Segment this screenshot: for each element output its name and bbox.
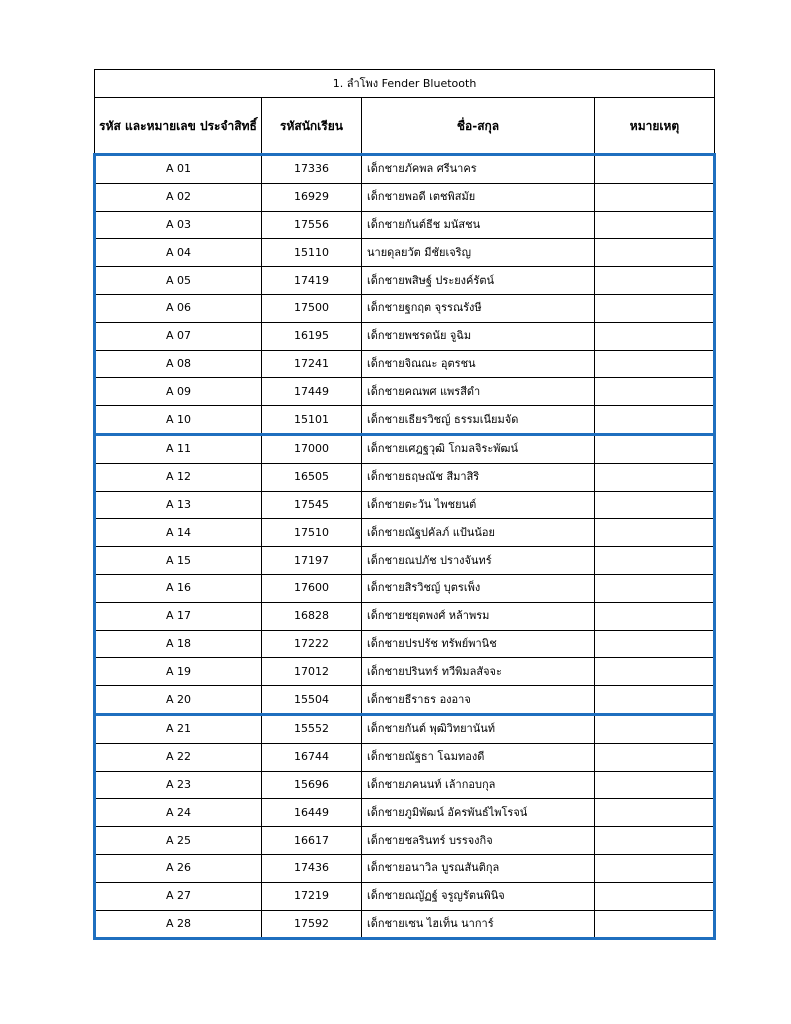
- row-note: [595, 519, 715, 547]
- row-student-id: 17241: [262, 350, 362, 378]
- header-student-id: รหัสนักเรียน: [262, 98, 362, 155]
- row-note: [595, 491, 715, 519]
- table-row: [95, 658, 715, 686]
- row-name: เด็กชายกันต์ พุฒิวิทยานันท์: [362, 714, 595, 743]
- row-note: [595, 155, 715, 184]
- row-note: [595, 211, 715, 239]
- table-row: [95, 743, 715, 771]
- row-code: A 08: [95, 350, 262, 378]
- row-name: เด็กชายภัคพล ศรีนาคร: [362, 155, 595, 184]
- table-row: [95, 267, 715, 295]
- allocation-table: [93, 69, 716, 940]
- row-student-id: 17336: [262, 155, 362, 184]
- table-row: [95, 211, 715, 239]
- row-note: [595, 910, 715, 939]
- row-name: เด็กชายเธียรวิชญ์ ธรรมเนียมจัด: [362, 406, 595, 435]
- row-name: เด็กชายภูมิพัฒน์ อัครพันธ์ไพโรจน์: [362, 799, 595, 827]
- table-row: [95, 854, 715, 882]
- row-note: [595, 799, 715, 827]
- row-note: [595, 574, 715, 602]
- row-code: A 09: [95, 378, 262, 406]
- row-student-id: 17545: [262, 491, 362, 519]
- row-name: เด็กชายกันต์ธีช มนัสชน: [362, 211, 595, 239]
- row-student-id: 17219: [262, 882, 362, 910]
- table-body: [95, 155, 715, 939]
- row-student-id: 15504: [262, 686, 362, 715]
- row-student-id: 15696: [262, 771, 362, 799]
- table-row: [95, 491, 715, 519]
- row-note: [595, 771, 715, 799]
- row-note: [595, 434, 715, 463]
- row-student-id: 17436: [262, 854, 362, 882]
- table-row: [95, 602, 715, 630]
- row-note: [595, 350, 715, 378]
- row-note: [595, 602, 715, 630]
- row-name: เด็กชายสิรวิชญ์ บุตรเพ็ง: [362, 574, 595, 602]
- table-row: [95, 771, 715, 799]
- row-name: เด็กชายธีราธร องอาจ: [362, 686, 595, 715]
- row-name: เด็กชายชลรินทร์ บรรจงกิจ: [362, 827, 595, 855]
- table-row: [95, 434, 715, 463]
- row-code: A 20: [95, 686, 262, 715]
- header-note: หมายเหตุ: [595, 98, 715, 155]
- row-name: นายดุลยวัต มีชัยเจริญ: [362, 239, 595, 267]
- row-note: [595, 743, 715, 771]
- row-note: [595, 827, 715, 855]
- row-code: A 11: [95, 434, 262, 463]
- row-note: [595, 183, 715, 211]
- row-name: เด็กชายปรปรัช ทรัพย์พานิช: [362, 630, 595, 658]
- row-student-id: 15110: [262, 239, 362, 267]
- row-student-id: 16505: [262, 463, 362, 491]
- table-row: [95, 239, 715, 267]
- table-row: [95, 322, 715, 350]
- row-student-id: 17197: [262, 547, 362, 575]
- row-student-id: 16828: [262, 602, 362, 630]
- row-student-id: 17592: [262, 910, 362, 939]
- row-name: เด็กชายพชรดนัย จูฉิม: [362, 322, 595, 350]
- table-row: [95, 799, 715, 827]
- row-code: A 02: [95, 183, 262, 211]
- row-code: A 03: [95, 211, 262, 239]
- row-code: A 21: [95, 714, 262, 743]
- row-note: [595, 658, 715, 686]
- row-note: [595, 267, 715, 295]
- row-student-id: 16449: [262, 799, 362, 827]
- header-name: ชื่อ-สกุล: [362, 98, 595, 155]
- table-row: [95, 463, 715, 491]
- row-student-id: 17222: [262, 630, 362, 658]
- row-code: A 24: [95, 799, 262, 827]
- row-code: A 04: [95, 239, 262, 267]
- row-student-id: 15101: [262, 406, 362, 435]
- row-name: เด็กชายฐกฤต จุรรณรังษี: [362, 294, 595, 322]
- row-student-id: 17600: [262, 574, 362, 602]
- table-row: [95, 294, 715, 322]
- row-note: [595, 547, 715, 575]
- row-code: A 22: [95, 743, 262, 771]
- table-row: [95, 574, 715, 602]
- row-code: A 06: [95, 294, 262, 322]
- table-row: [95, 183, 715, 211]
- table-row: [95, 714, 715, 743]
- row-code: A 27: [95, 882, 262, 910]
- table-row: [95, 547, 715, 575]
- row-note: [595, 239, 715, 267]
- row-student-id: 17556: [262, 211, 362, 239]
- row-code: A 23: [95, 771, 262, 799]
- row-note: [595, 854, 715, 882]
- row-student-id: 16929: [262, 183, 362, 211]
- row-student-id: 17000: [262, 434, 362, 463]
- row-student-id: 17500: [262, 294, 362, 322]
- row-code: A 28: [95, 910, 262, 939]
- row-name: เด็กชายพอดี เตชพิสมัย: [362, 183, 595, 211]
- row-student-id: 17012: [262, 658, 362, 686]
- row-name: เด็กชายปรินทร์ ทวีพิมลสัจจะ: [362, 658, 595, 686]
- row-student-id: 16617: [262, 827, 362, 855]
- header-code: รหัส และหมายเลข ประจำสิทธิ์: [95, 98, 262, 155]
- row-name: เด็กชายณญัฏฐ์ จรูญรัตนพินิจ: [362, 882, 595, 910]
- table-row: [95, 350, 715, 378]
- row-code: A 12: [95, 463, 262, 491]
- table-row: [95, 910, 715, 939]
- table-row: [95, 519, 715, 547]
- row-student-id: 16744: [262, 743, 362, 771]
- row-code: A 07: [95, 322, 262, 350]
- table-row: [95, 630, 715, 658]
- row-code: A 15: [95, 547, 262, 575]
- row-name: เด็กชายตะวัน ไพชยนต์: [362, 491, 595, 519]
- row-name: เด็กชายธฤษณัช สีมาสิริ: [362, 463, 595, 491]
- row-student-id: 16195: [262, 322, 362, 350]
- table-title: 1. ลำโพง Fender Bluetooth: [95, 70, 715, 98]
- row-note: [595, 630, 715, 658]
- row-name: เด็กชายจิณณะ อุตรชน: [362, 350, 595, 378]
- row-code: A 13: [95, 491, 262, 519]
- row-note: [595, 463, 715, 491]
- row-name: เด็กชายณปภัช ปรางจันทร์: [362, 547, 595, 575]
- table-row: [95, 686, 715, 715]
- row-code: A 25: [95, 827, 262, 855]
- row-code: A 01: [95, 155, 262, 184]
- table-row: [95, 882, 715, 910]
- row-code: A 19: [95, 658, 262, 686]
- row-name: เด็กชายชยุตพงศ์ หล้าพรม: [362, 602, 595, 630]
- row-name: เด็กชายคณพศ แพรสีดำ: [362, 378, 595, 406]
- row-note: [595, 882, 715, 910]
- row-name: เด็กชายณัฐธา โฉมทองดี: [362, 743, 595, 771]
- row-note: [595, 686, 715, 715]
- table-row: [95, 378, 715, 406]
- table-row: [95, 406, 715, 435]
- row-student-id: 17449: [262, 378, 362, 406]
- row-name: เด็กชายเซน ไฮเท็น นาการ์: [362, 910, 595, 939]
- row-note: [595, 406, 715, 435]
- row-code: A 18: [95, 630, 262, 658]
- table-row: [95, 827, 715, 855]
- row-code: A 16: [95, 574, 262, 602]
- row-name: เด็กชายภคนนท์ เล้ากอบกุล: [362, 771, 595, 799]
- row-code: A 14: [95, 519, 262, 547]
- row-code: A 17: [95, 602, 262, 630]
- row-name: เด็กชายเศฎฐวุฒิ โกมลจิระพัฒน์: [362, 434, 595, 463]
- row-note: [595, 378, 715, 406]
- row-note: [595, 322, 715, 350]
- row-student-id: 17419: [262, 267, 362, 295]
- row-code: A 26: [95, 854, 262, 882]
- row-student-id: 17510: [262, 519, 362, 547]
- row-note: [595, 294, 715, 322]
- table-row: [95, 155, 715, 184]
- row-note: [595, 714, 715, 743]
- row-name: เด็กชายพสิษฐ์ ประยงค์รัตน์: [362, 267, 595, 295]
- row-name: เด็กชายณัฐปคัลภ์ แป้นน้อย: [362, 519, 595, 547]
- row-code: A 10: [95, 406, 262, 435]
- row-code: A 05: [95, 267, 262, 295]
- row-name: เด็กชายอนาวิล บูรณสันติกุล: [362, 854, 595, 882]
- row-student-id: 15552: [262, 714, 362, 743]
